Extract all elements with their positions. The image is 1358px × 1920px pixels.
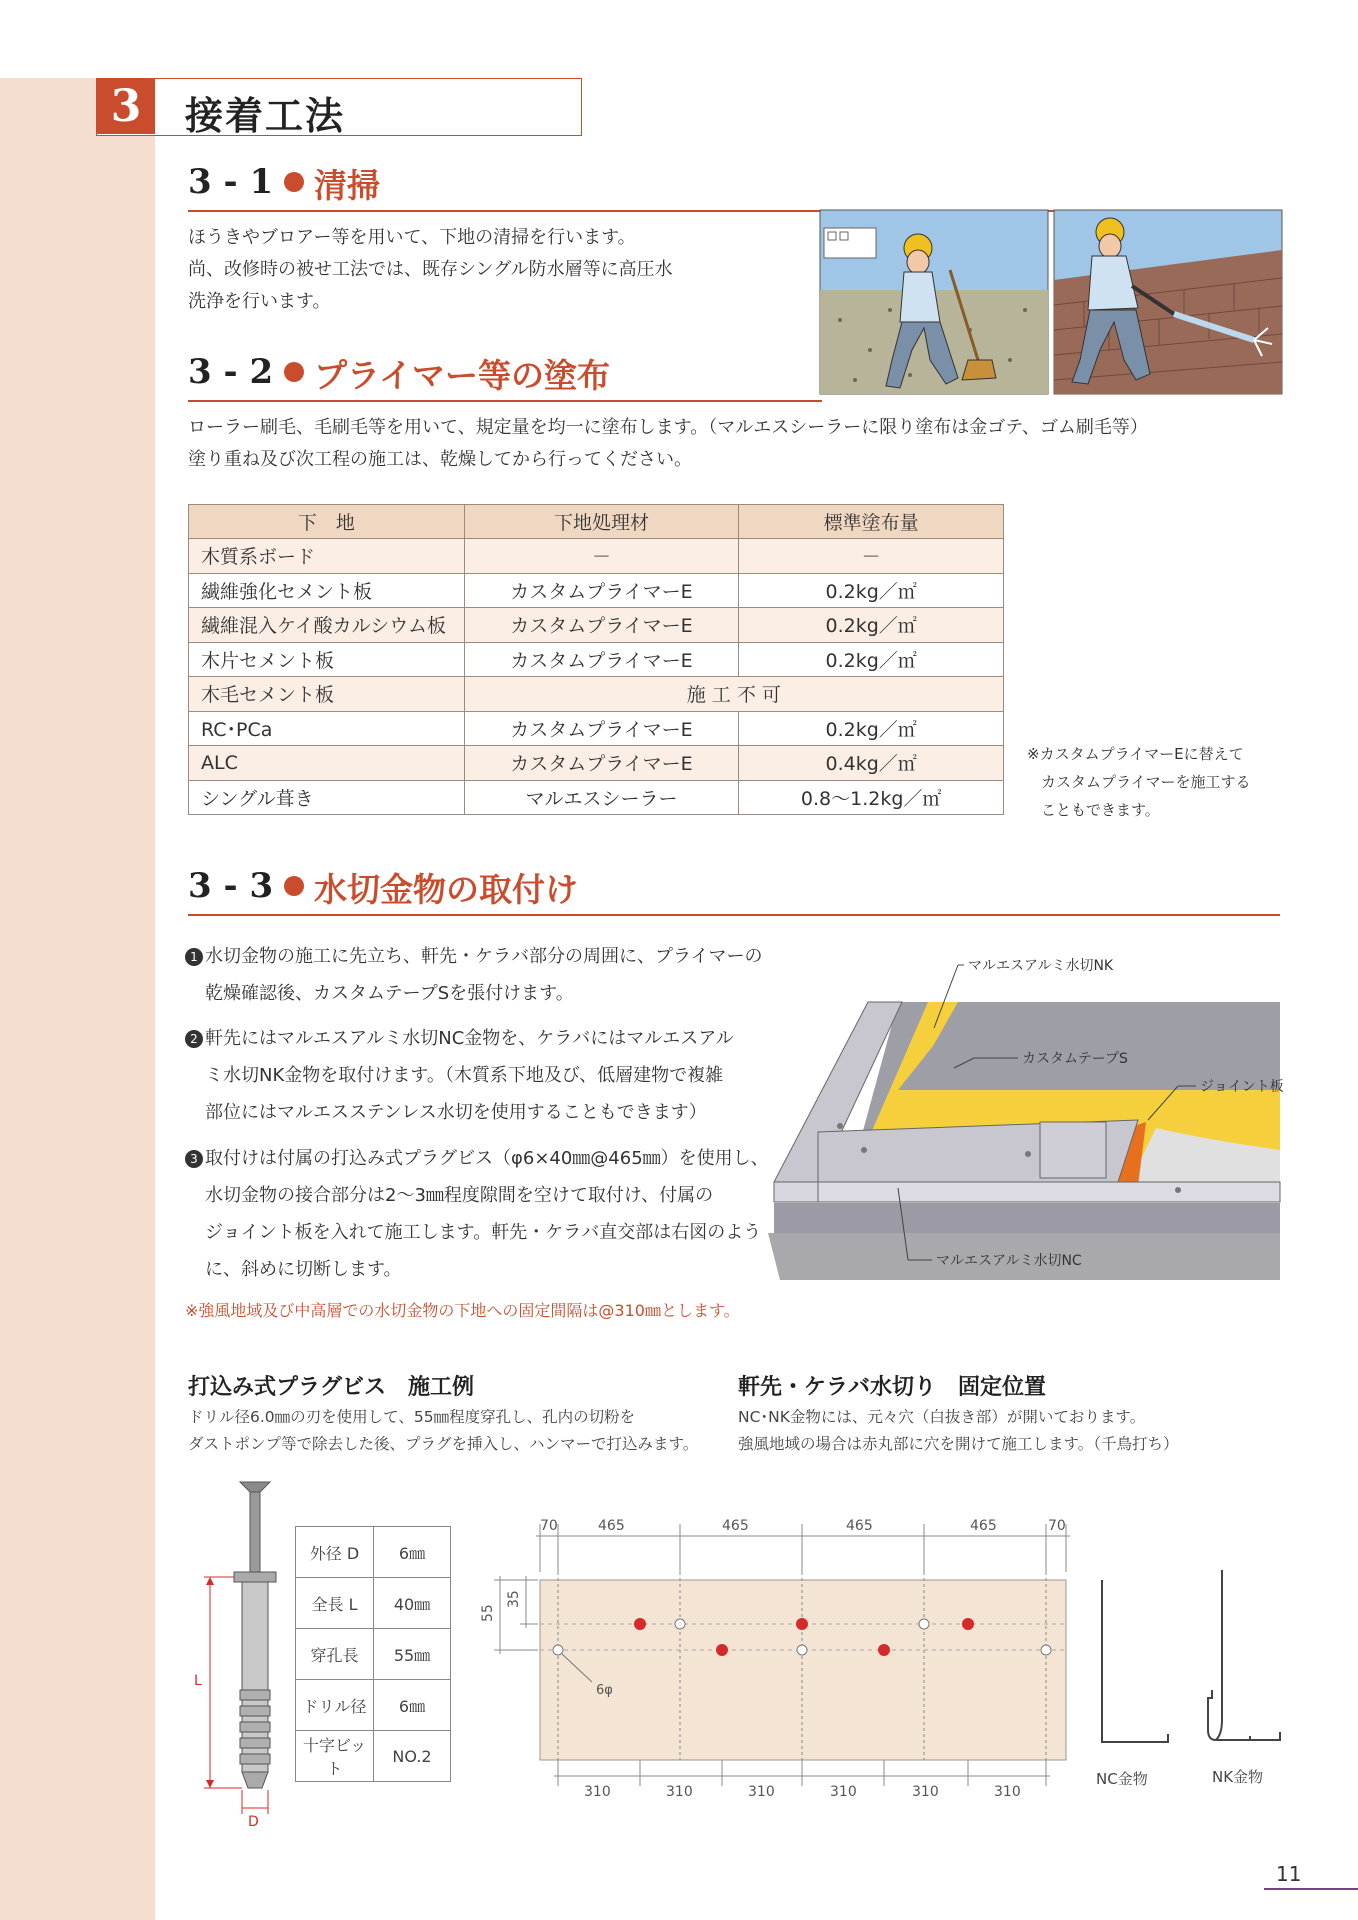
text-line: ダストポンプ等で除去した後、プラグを挿入し、ハンマーで打込みます。 <box>188 1435 699 1453</box>
table-cell: カスタムプライマーE <box>464 746 739 781</box>
text-line: ミ水切NK金物を取付けます。（木質系下地及び、低層建物で複雑 <box>205 1065 724 1086</box>
top-dimension-label: 70 <box>540 1518 558 1534</box>
text-line: 洗浄を行います。 <box>188 291 331 312</box>
bottom-dimension-label: 310 <box>830 1784 857 1800</box>
bullet-dot-icon <box>284 876 304 896</box>
flashing-profiles <box>1090 1570 1290 1790</box>
table-cell: 木毛セメント板 <box>189 677 465 712</box>
top-dimension-label: 465 <box>846 1518 873 1534</box>
top-dimension-label: 465 <box>722 1518 749 1534</box>
table-row <box>189 780 1004 815</box>
top-dimension-label: 465 <box>598 1518 625 1534</box>
table-cell: 0.2kg／㎡ <box>739 711 1004 746</box>
section-3-1-text <box>188 222 673 318</box>
note-line: カスタムプライマーを施工する <box>1041 773 1251 791</box>
table-cell: ドリル径 <box>296 1680 374 1731</box>
flashing-tape-label: カスタムテープS <box>1022 1051 1128 1067</box>
table-row <box>189 677 1004 712</box>
text-line: に、斜めに切断します。 <box>205 1259 402 1280</box>
table-cell: 繊維混入ケイ酸カルシウム板 <box>189 608 465 643</box>
primer-table <box>188 504 1004 815</box>
section-title: 水切金物の取付け <box>314 870 578 909</box>
step-number-icon: 3 <box>185 1150 203 1168</box>
table-cell: NO.2 <box>374 1731 451 1782</box>
flashing-joint-label: ジョイント板 <box>1200 1079 1284 1095</box>
table-cell: 全長 L <box>296 1578 374 1629</box>
chapter-number: 3 <box>97 79 155 134</box>
table-cell: 40㎜ <box>374 1578 451 1629</box>
washing-illustration <box>1054 210 1282 394</box>
table-row <box>296 1680 451 1731</box>
side-dimension-label: 35 <box>506 1590 522 1608</box>
table-row <box>296 1629 451 1680</box>
table-row <box>189 573 1004 608</box>
table-cell: カスタムプライマーE <box>464 608 739 643</box>
text-line: 水切金物の接合部分は2～3㎜程度隙間を空けて取付け、付属の <box>205 1185 714 1206</box>
plug-description <box>188 1404 698 1458</box>
section-number: 3 - 3 <box>188 866 274 906</box>
text-line: 塗り重ね及び次工程の施工は、乾燥してから行ってください。 <box>188 449 692 470</box>
text-line: 軒先にはマルエスアルミ水切NC金物を、ケラバにはマルエスアル <box>205 1028 734 1049</box>
text-line: ジョイント板を入れて施工します。軒先・ケラバ直交部は右図のよう <box>205 1222 762 1243</box>
text-line: NC･NK金物には、元々穴（白抜き部）が開いております。 <box>738 1408 1146 1426</box>
bottom-dimension-label: 310 <box>666 1784 693 1800</box>
flashing-nk-label: マルエスアルミ水切NK <box>968 958 1114 974</box>
bullet-dot-icon <box>284 362 304 382</box>
nk-metal-label: NK金物 <box>1212 1768 1264 1786</box>
table-cell: 0.2kg／㎡ <box>739 642 1004 677</box>
warning-note: ※強風地域及び中高層での水切金物の下地への固定間隔は@310㎜とします。 <box>185 1301 740 1320</box>
table-cell: 穿孔長 <box>296 1629 374 1680</box>
table-cell: カスタムプライマーE <box>464 573 739 608</box>
table-cell: 0.2kg／㎡ <box>739 608 1004 643</box>
table-row <box>296 1578 451 1629</box>
section-3-2-text <box>188 412 1148 476</box>
table-cell: RC･PCa <box>189 711 465 746</box>
step-1 <box>185 938 762 1012</box>
table-cell: － <box>739 539 1004 574</box>
text-line: 強風地域の場合は赤丸部に穴を開けて施工します。（千鳥打ち） <box>738 1435 1179 1453</box>
section-3-1-heading <box>188 162 1280 212</box>
table-cell: 6㎜ <box>374 1680 451 1731</box>
table-cell: 外径 D <box>296 1527 374 1578</box>
side-dimension-label: 55 <box>480 1604 496 1622</box>
dimension-l-label: L <box>194 1673 202 1689</box>
plug-title: 打込み式プラグビス 施工例 <box>188 1375 475 1400</box>
bottom-dimension-label: 310 <box>994 1784 1021 1800</box>
table-cell: マルエスシーラー <box>464 780 739 815</box>
table-cell: 施 工 不 可 <box>464 677 1003 712</box>
note-line: こともできます。 <box>1041 801 1160 819</box>
table-cell: シングル葺き <box>189 780 465 815</box>
section-title: プライマー等の塗布 <box>314 356 611 395</box>
step-number-icon: 1 <box>185 948 203 966</box>
table-cell: － <box>464 539 739 574</box>
table-cell: 木片セメント板 <box>189 642 465 677</box>
section-title: 清掃 <box>314 166 380 205</box>
top-dimension-label: 70 <box>1048 1518 1066 1534</box>
table-row <box>189 746 1004 781</box>
primer-note <box>1027 740 1251 824</box>
text-line: 取付けは付属の打込み式プラグビス（φ6×40㎜@465㎜）を使用し、 <box>205 1148 769 1169</box>
page-sidebar <box>0 78 155 1920</box>
chapter-header <box>96 78 582 136</box>
fix-description <box>738 1404 1179 1458</box>
column-header: 標準塗布量 <box>739 505 1004 539</box>
step-2 <box>185 1020 734 1131</box>
table-cell: 6㎜ <box>374 1527 451 1578</box>
bullet-dot-icon <box>284 172 304 192</box>
table-row <box>189 711 1004 746</box>
sweeping-illustration <box>820 210 1048 394</box>
table-header-row <box>189 505 1004 539</box>
fixing-position-diagram <box>480 1510 1090 1806</box>
section-3-2-heading <box>188 352 822 402</box>
table-row <box>296 1731 451 1782</box>
table-cell: 木質系ボード <box>189 539 465 574</box>
nc-metal-label: NC金物 <box>1096 1770 1148 1788</box>
table-cell: ALC <box>189 746 465 781</box>
table-cell: 十字ビット <box>296 1731 374 1782</box>
chapter-title: 接着工法 <box>185 94 346 138</box>
table-cell: 繊維強化セメント板 <box>189 573 465 608</box>
column-header: 下 地 <box>189 505 465 539</box>
table-row <box>189 539 1004 574</box>
table-row <box>189 608 1004 643</box>
fix-title: 軒先・ケラバ水切り 固定位置 <box>738 1375 1047 1400</box>
text-line: 尚、改修時の被せ工法では、既存シングル防水層等に高圧水 <box>188 259 673 280</box>
top-dimension-label: 465 <box>970 1518 997 1534</box>
text-line: 乾燥確認後、カスタムテープSを張付けます。 <box>205 983 574 1004</box>
section-number: 3 - 1 <box>188 162 274 202</box>
table-cell: 55㎜ <box>374 1629 451 1680</box>
text-line: ドリル径6.0㎜の刃を使用して、55㎜程度穿孔し、孔内の切粉を <box>188 1408 636 1426</box>
page-number-underline <box>1264 1888 1358 1890</box>
flashing-illustration <box>768 950 1284 1286</box>
section-3-3-heading <box>188 866 1280 916</box>
text-line: ほうきやブロアー等を用いて、下地の清掃を行います。 <box>188 227 636 248</box>
bottom-dimension-label: 310 <box>584 1784 611 1800</box>
table-cell: カスタムプライマーE <box>464 642 739 677</box>
text-line: 水切金物の施工に先立ち、軒先・ケラバ部分の周囲に、プライマーの <box>205 946 763 967</box>
plug-spec-table <box>295 1526 451 1782</box>
table-row <box>296 1527 451 1578</box>
plug-screw-illustration <box>190 1480 280 1830</box>
text-line: 部位にはマルエスステンレス水切を使用することもできます） <box>205 1102 707 1123</box>
table-row <box>189 642 1004 677</box>
hole-diameter-label: 6φ <box>596 1683 613 1698</box>
flashing-nc-label: マルエスアルミ水切NC <box>936 1253 1082 1269</box>
step-number-icon: 2 <box>185 1030 203 1048</box>
bottom-dimension-label: 310 <box>748 1784 775 1800</box>
table-cell: 0.2kg／㎡ <box>739 573 1004 608</box>
bottom-dimension-label: 310 <box>912 1784 939 1800</box>
table-cell: 0.4kg／㎡ <box>739 746 1004 781</box>
section-number: 3 - 2 <box>188 352 274 392</box>
table-cell: 0.8～1.2kg／㎡ <box>739 780 1004 815</box>
step-3 <box>185 1140 769 1288</box>
table-cell: カスタムプライマーE <box>464 711 739 746</box>
page-number: 11 <box>1276 1862 1302 1886</box>
dimension-d-label: D <box>248 1814 259 1830</box>
note-line: ※カスタムプライマーEに替えて <box>1027 745 1244 763</box>
column-header: 下地処理材 <box>464 505 739 539</box>
text-line: ローラー刷毛、毛刷毛等を用いて、規定量を均一に塗布します。（マルエスシーラーに限り塗布は金ゴテ、ゴム刷毛等） <box>188 417 1148 438</box>
